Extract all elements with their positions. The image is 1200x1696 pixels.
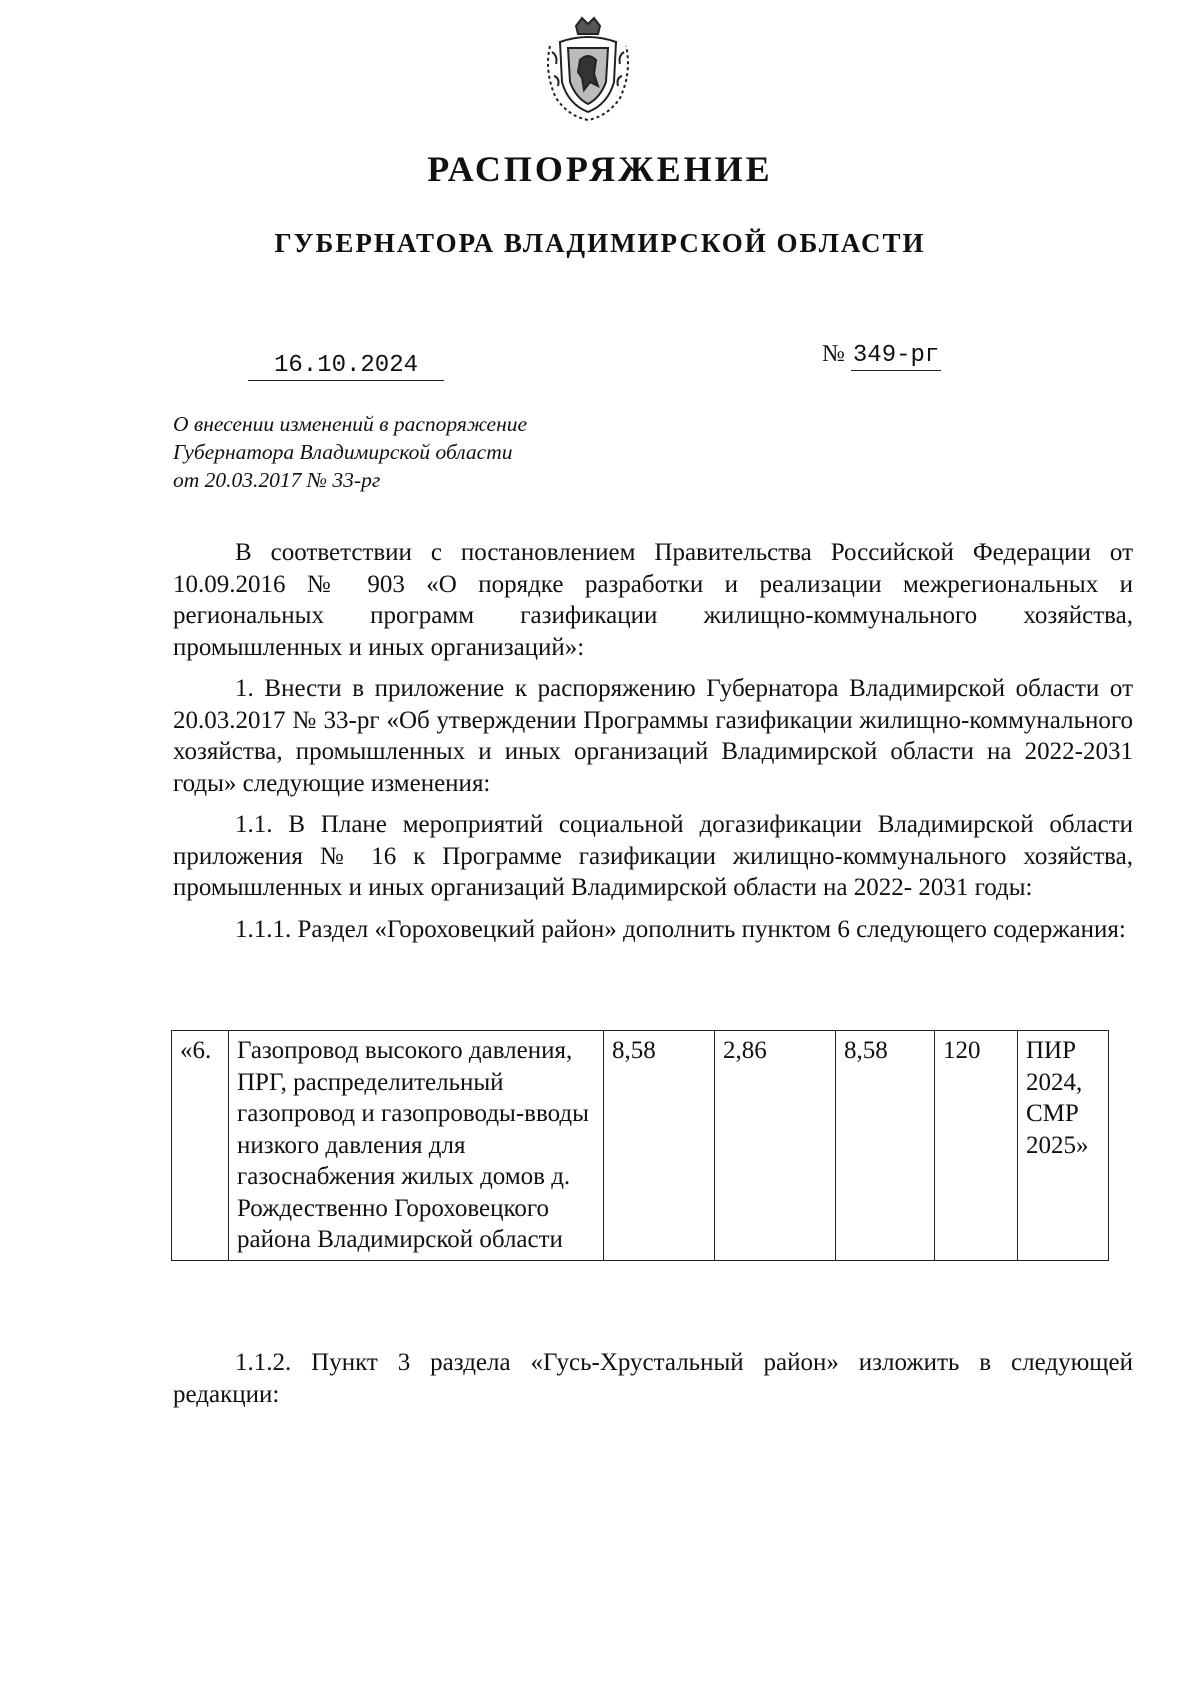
measures-table — [171, 1030, 1109, 1261]
document-issuer: ГУБЕРНАТОРА ВЛАДИМИРСКОЙ ОБЛАСТИ — [274, 228, 926, 258]
cell-object-name: Газопровод высокого давления, ПРГ, распределительный газопровод и газопроводы-вводы низкого давления для газоснабжения жилых домов д. Рождественно Гороховецкого района Владимирской области — [229, 1031, 604, 1261]
number-sign: № — [822, 341, 845, 367]
term-construction: СМР 2025» — [1026, 1100, 1089, 1159]
subject-line: Губернатора Владимирской области — [173, 440, 513, 464]
document-body-continued — [173, 1347, 1133, 1420]
cell-value-1: 8,58 — [604, 1031, 715, 1261]
coat-of-arms-icon — [538, 12, 638, 122]
clause-1-1-paragraph: 1.1. В Плане мероприятий социальной догазификации Владимирской области приложения № 16 к Программе газификации жилищно-коммунального хозяйства, промышленных и иных организаций Владимирской области на 2022- 2031 годы: — [173, 811, 1133, 901]
number-value: 349-рг — [852, 342, 940, 369]
document-number — [822, 340, 941, 371]
term-design: ПИР 2024, — [1026, 1037, 1083, 1096]
document-body — [173, 537, 1133, 945]
clause-1-1-2-paragraph: 1.1.2. Пункт 3 раздела «Гусь-Хрустальный район» изложить в следующей редакции: — [173, 1349, 1133, 1408]
cell-value-2: 2,86 — [715, 1031, 836, 1261]
document-title: РАСПОРЯЖЕНИЕ — [427, 149, 773, 189]
clause-1-1-1-paragraph: 1.1.1. Раздел «Гороховецкий район» дополнить пунктом 6 следующего содержания: — [235, 915, 1126, 943]
table-row — [172, 1031, 1109, 1261]
cell-terms — [1018, 1031, 1109, 1261]
cell-value-4: 120 — [935, 1031, 1018, 1261]
preamble-paragraph: В соответствии с постановлением Правительства Российской Федерации от 10.09.2016 № 903 «О порядке разработки и реализации межрегиональных и региональных программ газификации жилищно-коммунального хозяйства, промышленных и иных организаций»: — [173, 539, 1133, 661]
cell-item-number: «6. — [172, 1031, 229, 1261]
subject-line: О внесении изменений в распоряжение — [173, 412, 528, 436]
document-date: 16.10.2024 — [248, 352, 444, 381]
clause-1-paragraph: 1. Внести в приложение к распоряжению Губернатора Владимирской области от 20.03.2017 № 33-рг «Об утверждении Программы газификации жилищно-коммунального хозяйства, промышленных и иных организаций Владимирской области на 2022-2031 годы» следующие изменения: — [173, 675, 1133, 797]
cell-value-3: 8,58 — [836, 1031, 935, 1261]
subject-line: от 20.03.2017 № 33-рг — [173, 468, 381, 492]
document-subject — [173, 410, 593, 494]
